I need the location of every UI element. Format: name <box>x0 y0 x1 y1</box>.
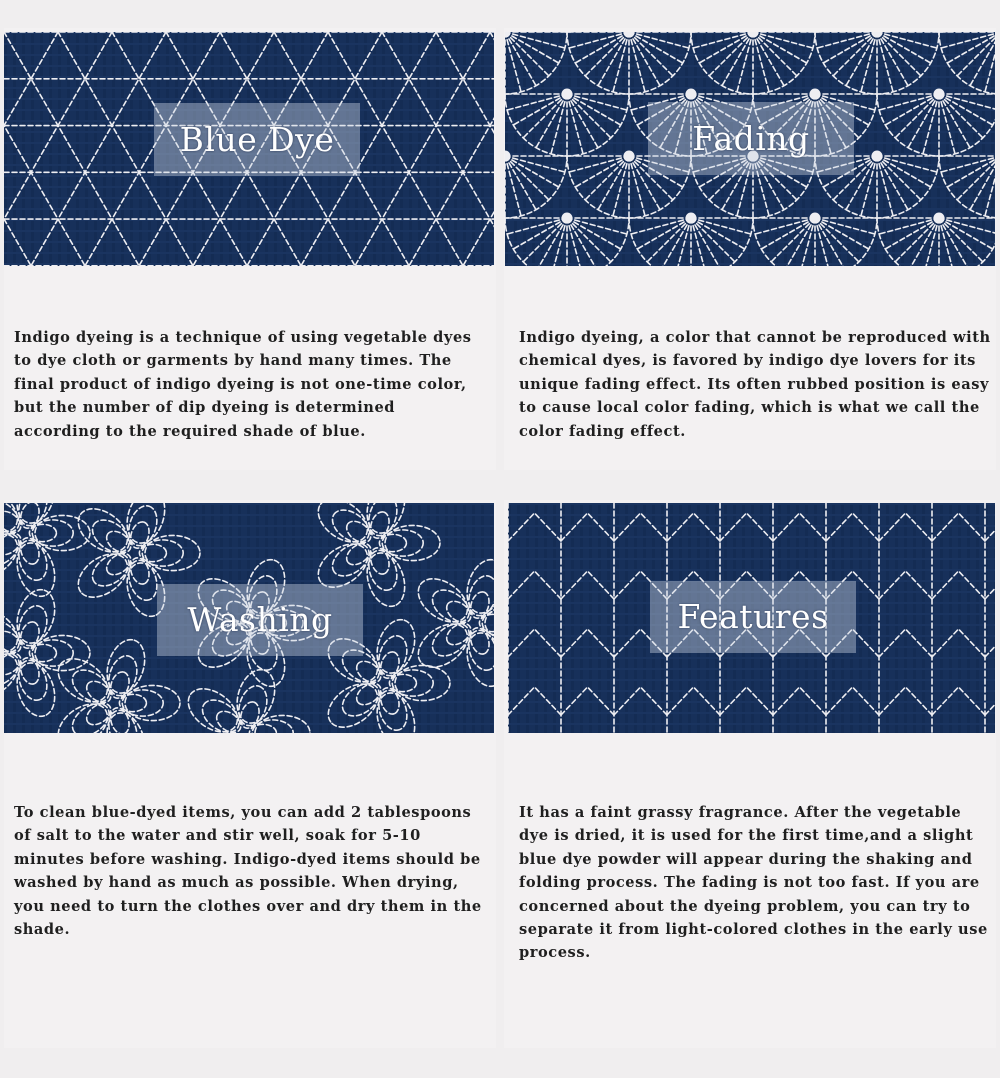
fading-title: Fading <box>648 102 854 175</box>
features-pattern-image <box>508 503 995 733</box>
blue-dye-pattern-image <box>4 32 494 266</box>
washing-pattern-image <box>4 503 494 733</box>
washing-description: To clean blue-dyed items, you can add 2 tablespoons of salt to the water and stir well, soak for 5-10 minutes before washing. Indigo-dyed items should be washed by hand as much as possible. When drying, you need to turn the clothes over and dry them in the shade. <box>14 804 482 939</box>
features-title: Features <box>650 581 856 653</box>
features-description: It has a faint grassy fragrance. After the vegetable dye is dried, it is used for the first time,and a slight blue dye powder will appear during the shaking and folding process. The fading is not too fast. If you are concerned about the dyeing problem, you can try to separate it from light-colored clothes in the early use process. <box>519 804 988 962</box>
fading-pattern-image <box>505 32 995 266</box>
washing-title: Washing <box>157 584 363 656</box>
blue-dye-title: Blue Dye <box>154 103 360 176</box>
fading-description: Indigo dyeing, a color that cannot be reproduced with chemical dyes, is favored by indigo dye lovers for its unique fading effect. Its often rubbed position is easy to cause local color fading, which is what we call the color fading effect. <box>519 329 991 440</box>
blue-dye-description: Indigo dyeing is a technique of using vegetable dyes to dye cloth or garments by hand many times. The final product of indigo dyeing is not one-time color, but the number of dip dyeing is determined according to the required shade of blue. <box>14 329 472 440</box>
